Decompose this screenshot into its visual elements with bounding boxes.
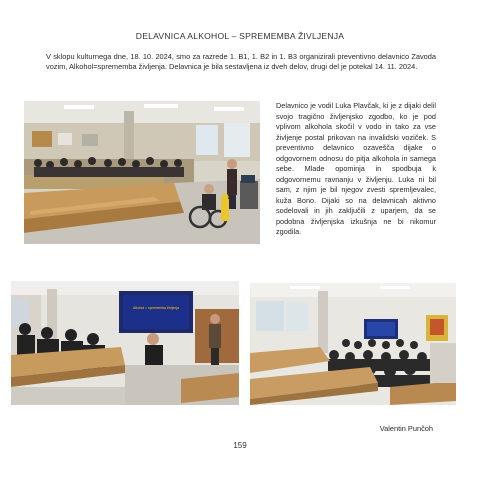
photo-lecture-hall-image <box>24 101 260 244</box>
slide-text: Alkohol = sprememba življenja <box>133 306 179 310</box>
photo-classroom-back-view <box>250 283 456 405</box>
photo-classroom-presentation-image <box>11 281 239 405</box>
article-paragraph: Delavnico je vodil Luka Plavčak, ki je z dijaki delil svojo tragično življenjsko zgodbo, ko je pod vplivom alkohola skočil v vodo in tako za vse življenje postal prikovan na invalidski voziček. S preventivno delavnico ozavešča dijake o odgovornem odnosu do pitja alkohola in samega sebe. Mlade opominja in spodbuja k odgovornemu ravnanju v življenju. Luka ni bil sam, z njim je bil njegov zvesti spremljevalec, kuža Bono. Dijaki so na delavnicah aktivno sodelovali in jih zaključili z uparjem, da se podobna življenjska izkušnja ne bi nikomur zgodila. <box>276 101 436 236</box>
photo-classroom-back-view-image <box>250 283 456 405</box>
photo-lecture-hall <box>24 101 260 244</box>
page-title: DELAVNICA ALKOHOL – SPREMEMBA ŽIVLJENJA <box>135 31 345 41</box>
author-name: Valentin Punčoh <box>379 424 433 433</box>
photo-classroom-presentation <box>11 281 239 405</box>
page-number: 159 <box>233 441 247 450</box>
intro-paragraph: V sklopu kulturnega dne, 18. 10. 2024, smo za razrede 1. B1, 1. B2 in 1. B3 organizirali preventivno delavnico Zavoda vozim, Alkohol=sprememba življenja. Delavnica je bila sestavljena iz dveh delov, drugi del je potekal 14. 11. 2024. <box>46 52 436 72</box>
